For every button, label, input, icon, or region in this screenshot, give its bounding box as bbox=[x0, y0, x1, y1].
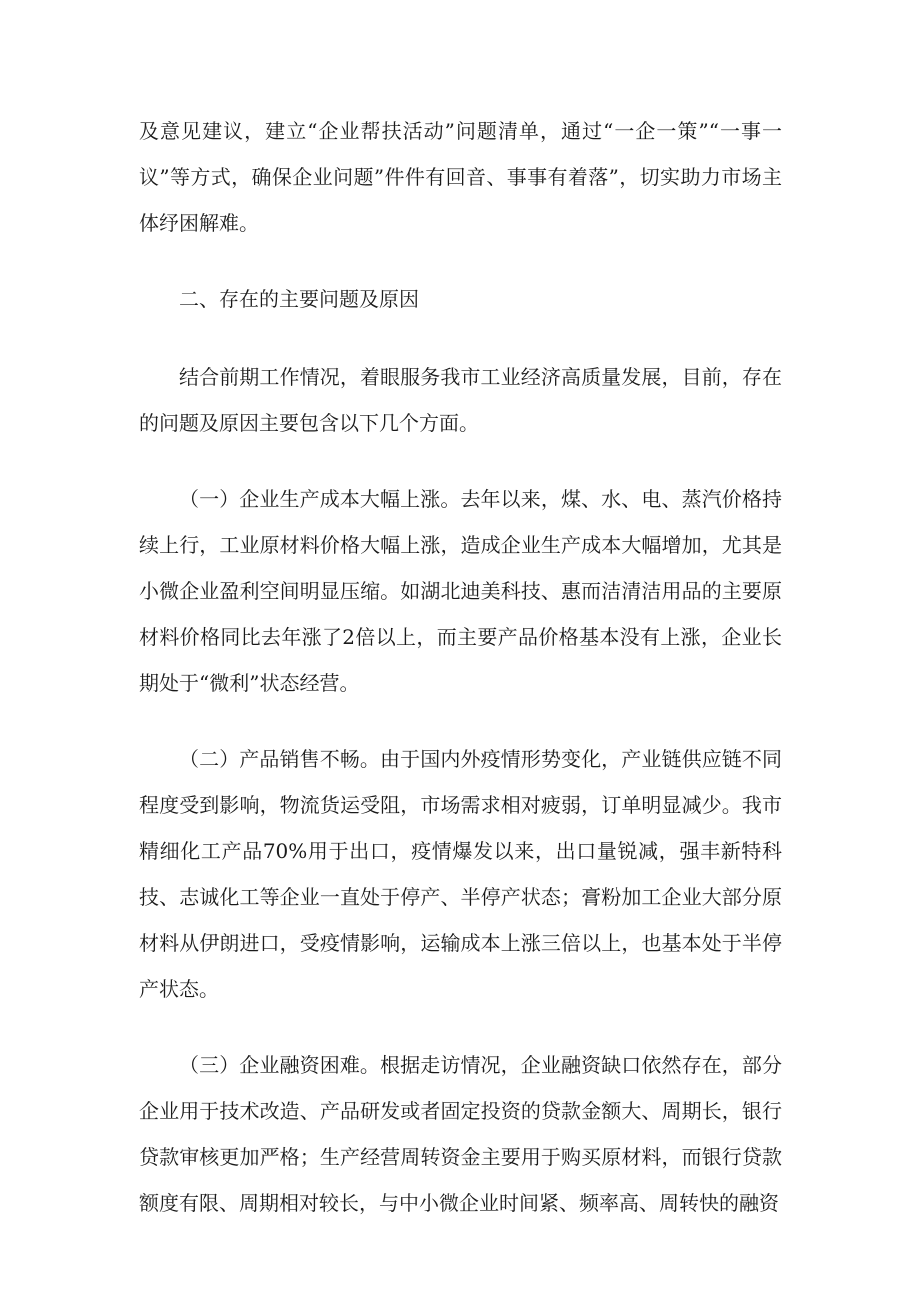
paragraph-continuation: 及意见建议，建立“企业帮扶活动”问题清单，通过“一企一策”“一事一议”等方式，确保企业问题”件件有回音、事事有着落”，切实助力市场主体纾困解难。 bbox=[139, 119, 782, 235]
section-heading: 二、存在的主要问题及原因 bbox=[179, 287, 419, 311]
paragraph-item-2: （二）产品销售不畅。由于国内外疫情形势变化，产业链供应链不同程度受到影响，物流货运受阻，市场需求相对疲弱，订单明显减少。我市精细化工产品70%用于出口，疫情爆发以来，出口量锐减，强丰新特科技、志诚化工等企业一直处于停产、半停产状态；膏粉加工企业大部分原材料从伊朗进口，受疫情影响，运输成本上涨三倍以上，也基本处于半停产状态。 bbox=[139, 747, 782, 1001]
paragraph-intro: 结合前期工作情况，着眼服务我市工业经济高质量发展，目前，存在的问题及原因主要包含以下几个方面。 bbox=[139, 365, 782, 435]
paragraph-item-3: （三）企业融资困难。根据走访情况，企业融资缺口依然存在，部分企业用于技术改造、产品研发或者固定投资的贷款金额大、周期长，银行贷款审核更加严格；生产经营周转资金主要用于购买原材料，而银行贷款额度有限、周期相对较长，与中小微企业时间紧、频率高、周转快的融资 bbox=[139, 1053, 782, 1215]
paragraph-item-1: （一）企业生产成本大幅上涨。去年以来，煤、水、电、蒸汽价格持续上行，工业原材料价格大幅上涨，造成企业生产成本大幅增加，尤其是小微企业盈利空间明显压缩。如湖北迪美科技、惠而洁清洁用品的主要原材料价格同比去年涨了2倍以上，而主要产品价格基本没有上涨，企业长期处于“微利”状态经营。 bbox=[139, 487, 782, 695]
document-body bbox=[139, 108, 782, 1256]
